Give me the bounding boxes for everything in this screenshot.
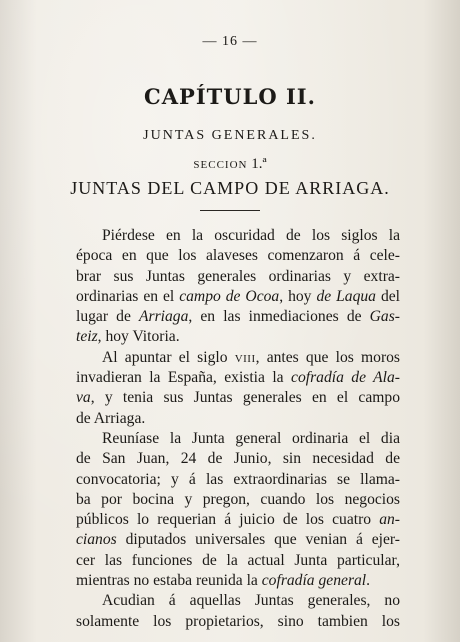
text-segment: . bbox=[366, 572, 371, 590]
italic-text: Gas- bbox=[369, 308, 400, 326]
text-line bbox=[76, 530, 400, 550]
text-segment: , hoy Vitoria. bbox=[97, 328, 180, 346]
text-line bbox=[76, 267, 400, 287]
text-segment: , hoy bbox=[279, 287, 317, 305]
text-segment: Acudian á aquellas Juntas generales, no bbox=[102, 592, 400, 610]
italic-text: an- bbox=[379, 511, 400, 529]
text-line bbox=[76, 470, 400, 490]
italic-text: cofradía general bbox=[261, 572, 367, 590]
text-line bbox=[76, 510, 400, 530]
italic-text: va bbox=[76, 389, 91, 407]
text-line bbox=[76, 591, 400, 611]
divider-rule bbox=[200, 210, 260, 211]
italic-text: teiz bbox=[76, 328, 98, 346]
text-line bbox=[76, 612, 400, 632]
text-line bbox=[76, 368, 400, 388]
text-segment: de Arriaga. bbox=[76, 409, 146, 427]
italic-text: cianos bbox=[76, 531, 117, 549]
text-line bbox=[76, 348, 400, 368]
text-line bbox=[76, 449, 400, 469]
text-line bbox=[76, 388, 400, 408]
text-line bbox=[76, 307, 400, 327]
text-segment: época en que los alaveses comenzaron á cele- bbox=[76, 247, 400, 265]
text-line bbox=[76, 327, 400, 347]
text-segment: diputados universales que venian á ejer- bbox=[116, 531, 400, 549]
text-segment: , antes que los moros bbox=[255, 348, 400, 366]
text-segment: cer las funciones de la actual Junta particular, bbox=[76, 551, 400, 569]
text-segment: , en las inmediaciones de bbox=[188, 308, 370, 326]
text-line bbox=[76, 571, 400, 591]
text-segment: lugar de bbox=[76, 308, 139, 326]
body-text bbox=[76, 226, 400, 632]
italic-text: Arriaga bbox=[138, 308, 189, 326]
text-line bbox=[76, 246, 400, 266]
text-segment: ba por bocina y pregon, cuando los negocios bbox=[76, 490, 400, 508]
roman-numeral: VIII bbox=[234, 352, 256, 365]
italic-text: cofradía de Ala- bbox=[291, 369, 400, 387]
text-line bbox=[76, 409, 400, 429]
text-line bbox=[76, 226, 400, 246]
section-number: 1.ª bbox=[251, 156, 267, 172]
text-segment: convocatoria; y á las extraordinarias se llama- bbox=[76, 470, 400, 488]
text-segment: , y tenia sus Juntas generales en el campo bbox=[90, 389, 400, 407]
chapter-title: CAPÍTULO II. bbox=[144, 84, 316, 109]
text-line bbox=[76, 287, 400, 307]
section-heading bbox=[0, 156, 460, 173]
text-line bbox=[76, 551, 400, 571]
text-segment: invadieran la España, existia la bbox=[76, 369, 292, 387]
text-segment: mientras no estaba reunida la bbox=[76, 572, 262, 590]
text-segment: brar sus Juntas generales ordinarias y extra- bbox=[76, 267, 400, 285]
text-line bbox=[76, 490, 400, 510]
text-segment: ordinarias en el bbox=[76, 287, 180, 305]
section-label: SECCION bbox=[193, 159, 248, 171]
text-segment: del bbox=[375, 287, 400, 305]
chapter-subtitle: JUNTAS GENERALES. bbox=[143, 128, 317, 143]
text-segment: de San Juan, 24 de Junio, sin necesidad de bbox=[76, 450, 400, 468]
italic-text: campo de Ocoa bbox=[179, 287, 280, 305]
text-segment: Al apuntar el siglo bbox=[102, 348, 235, 366]
text-line bbox=[76, 429, 400, 449]
page-number: — 16 — bbox=[202, 34, 258, 49]
text-segment: Piérdese en la oscuridad de los siglos la bbox=[102, 227, 400, 244]
italic-text: de Laqua bbox=[316, 287, 376, 305]
text-segment: solamente los propietarios, sino tambien los bbox=[76, 612, 400, 630]
text-segment: Reuníase la Junta general ordinaria el dia bbox=[102, 429, 400, 447]
section-title: JUNTAS DEL CAMPO DE ARRIAGA. bbox=[70, 178, 390, 198]
text-segment: públicos lo requerian á juicio de los cuatro bbox=[76, 511, 380, 529]
